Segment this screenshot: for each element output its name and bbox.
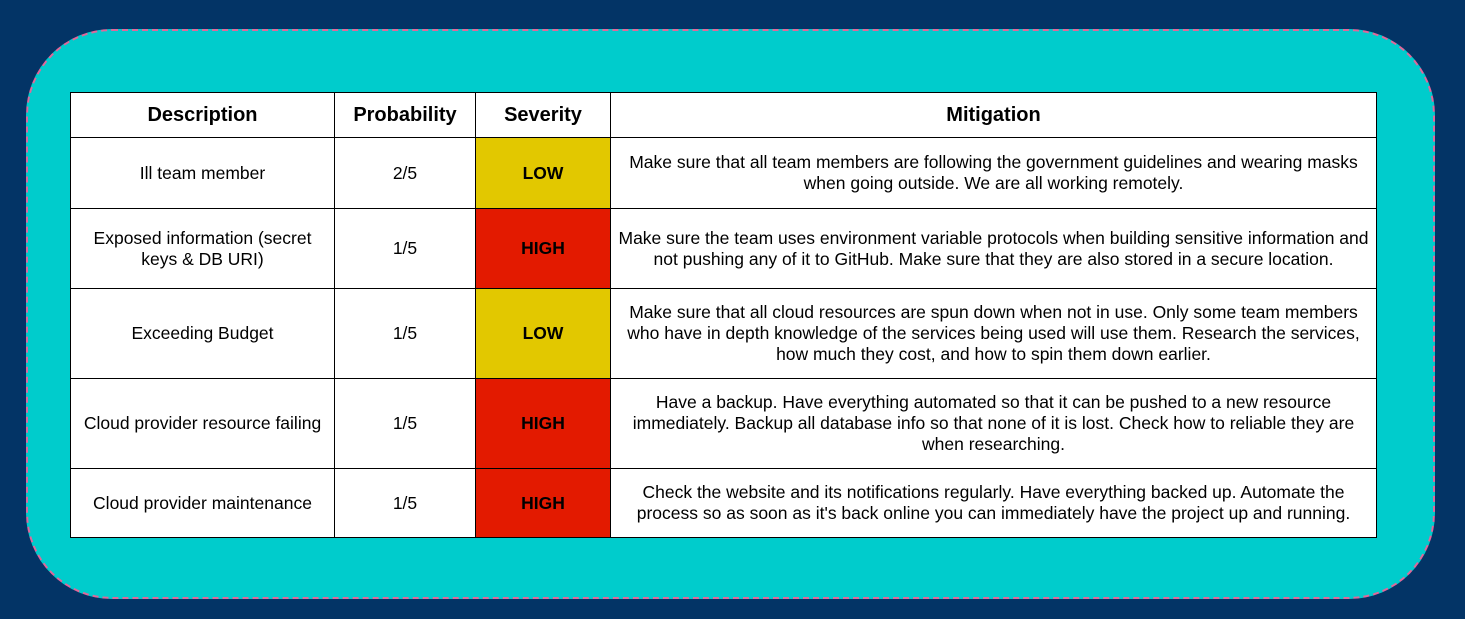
table-row (71, 379, 1377, 469)
severity-cell: LOW (476, 138, 611, 209)
severity-cell: HIGH (476, 209, 611, 289)
mitigation-cell: Have a backup. Have everything automated so that it can be pushed to a new resource immediately. Backup all database info so that none of it is lost. Check how to reliable they are when researching. (611, 379, 1377, 469)
description-cell: Cloud provider resource failing (71, 379, 335, 469)
mitigation-cell: Make sure that all team members are following the government guidelines and wearing masks when going outside. We are all working remotely. (611, 138, 1377, 209)
mitigation-cell: Make sure the team uses environment variable protocols when building sensitive information and not pushing any of it to GitHub. Make sure that they are also stored in a secure location. (611, 209, 1377, 289)
header-severity: Severity (476, 93, 611, 138)
table-header-row (71, 93, 1377, 138)
table-row (71, 289, 1377, 379)
description-cell: Cloud provider maintenance (71, 469, 335, 538)
header-mitigation: Mitigation (611, 93, 1377, 138)
severity-cell: LOW (476, 289, 611, 379)
description-cell: Exceeding Budget (71, 289, 335, 379)
header-description: Description (71, 93, 335, 138)
description-cell: Ill team member (71, 138, 335, 209)
mitigation-cell: Make sure that all cloud resources are spun down when not in use. Only some team members who have in depth knowledge of the services being used will use them. Research the services, how much they cost, and how to spin them down earlier. (611, 289, 1377, 379)
table-row (71, 469, 1377, 538)
table-row (71, 209, 1377, 289)
probability-cell: 2/5 (335, 138, 476, 209)
risk-table (70, 92, 1377, 538)
probability-cell: 1/5 (335, 469, 476, 538)
probability-cell: 1/5 (335, 209, 476, 289)
probability-cell: 1/5 (335, 289, 476, 379)
severity-cell: HIGH (476, 469, 611, 538)
header-probability: Probability (335, 93, 476, 138)
severity-cell: HIGH (476, 379, 611, 469)
mitigation-cell: Check the website and its notifications regularly. Have everything backed up. Automate the process so as soon as it's back online you can immediately have the project up and running. (611, 469, 1377, 538)
description-cell: Exposed information (secret keys & DB URI) (71, 209, 335, 289)
table-row (71, 138, 1377, 209)
probability-cell: 1/5 (335, 379, 476, 469)
